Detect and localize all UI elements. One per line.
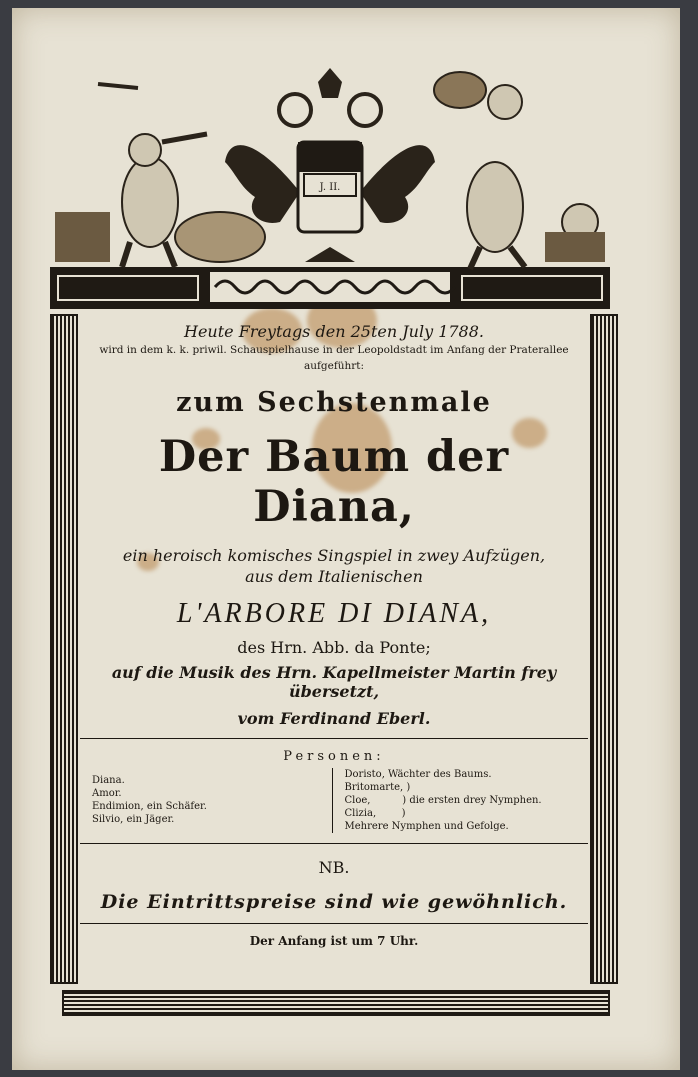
- right-border: [590, 314, 618, 984]
- cast-heading: Personen:: [283, 749, 385, 764]
- venue-line: wird in dem k. k. priwil. Schauspielhause in der Leopoldstadt im Anfang der Praterallee: [99, 344, 569, 356]
- list-item: Endimion, ein Schäfer.: [92, 801, 207, 812]
- genre-line: ein heroisch komisches Singspiel in zwey Aufzügen,: [122, 546, 546, 565]
- nb-label: NB.: [318, 858, 350, 877]
- date-line: Heute Freytags den 25ten July 1788.: [184, 322, 484, 341]
- putto-tambourine-illustration: [434, 72, 605, 269]
- start-time: Der Anfang ist um 7 Uhr.: [249, 934, 419, 948]
- italian-title: L'ARBORE DI DIANA,: [176, 598, 492, 629]
- list-item: Amor.: [92, 788, 122, 799]
- list-item: Clizia, ): [344, 808, 406, 819]
- cast-column-left: [84, 768, 332, 833]
- play-title: Der Baum der Diana,: [158, 432, 510, 532]
- music-line: auf die Musik des Hrn. Kapellmeister Martin frey übersetzt,: [111, 663, 557, 701]
- left-border: [50, 314, 78, 984]
- list-item: Silvio, ein Jäger.: [92, 814, 175, 825]
- performance-count: zum Sechstenmale: [176, 387, 492, 418]
- prices-notice: Die Eintrittspreise sind wie gewöhnlich.: [100, 891, 568, 913]
- origin-line: aus dem Italienischen: [245, 567, 423, 586]
- divider: [80, 738, 588, 739]
- playbill-text: [84, 316, 584, 948]
- list-item: Mehrere Nymphen und Gefolge.: [344, 821, 509, 832]
- translator-line: vom Ferdinand Eberl.: [237, 709, 431, 728]
- list-item: Doristo, Wächter des Baums.: [344, 769, 492, 780]
- list-item: Cloe, ) die ersten drey Nymphen.: [344, 795, 542, 806]
- list-item: Diana.: [92, 775, 125, 786]
- list-item: Britomarte, ): [344, 782, 411, 793]
- shield-monogram: J. II.: [319, 182, 341, 193]
- divider: [80, 843, 588, 844]
- performed-line: aufgeführt:: [303, 360, 365, 372]
- cast-column-right: [332, 768, 585, 833]
- putto-hammer-illustration: [55, 84, 265, 267]
- author-line: des Hrn. Abb. da Ponte;: [237, 638, 431, 657]
- cast-list: [84, 768, 584, 833]
- engraved-vignette: [50, 62, 610, 312]
- bottom-border: [62, 990, 610, 1016]
- divider: [80, 923, 588, 924]
